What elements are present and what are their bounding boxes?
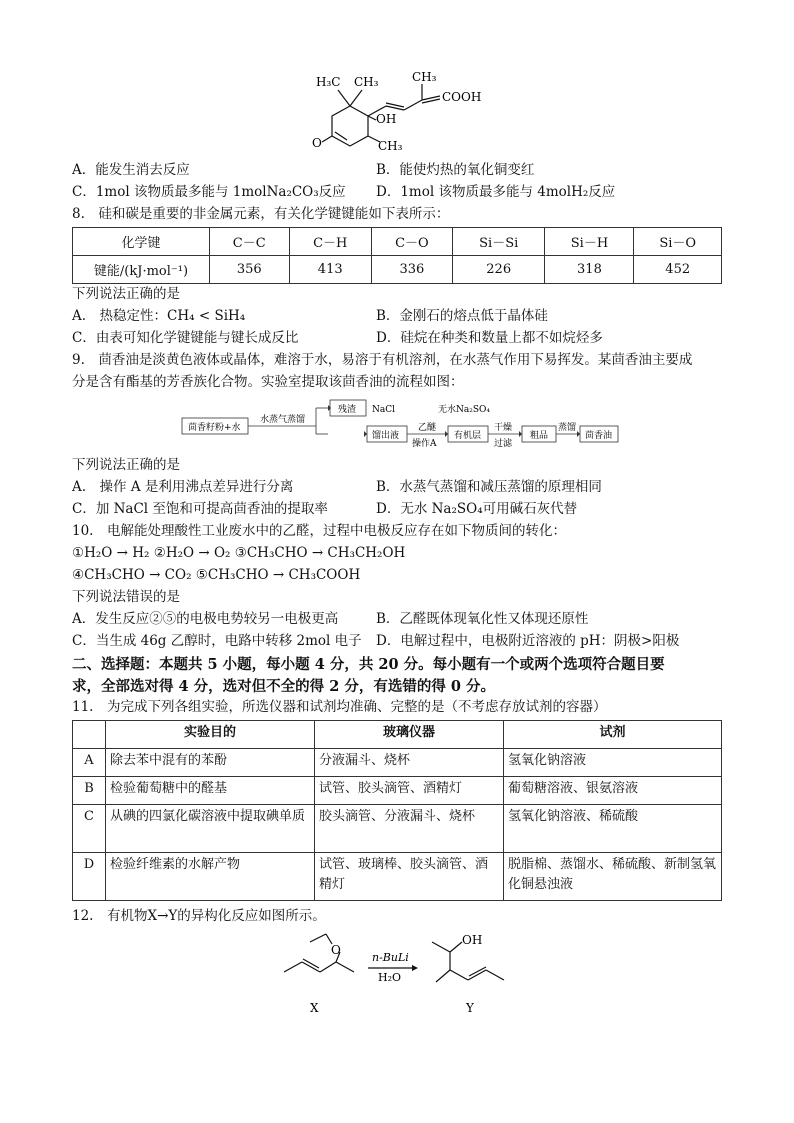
table-cell: 分液漏斗、烧杯 [315, 749, 504, 777]
table-header-cell: 实验目的 [106, 721, 315, 749]
q7-option-b: B．能使灼热的氧化铜变红 [376, 162, 535, 178]
q9-option-d: D．无水 Na₂SO₄可用碱石灰代替 [376, 501, 578, 517]
table-cell: 从碘的四氯化碳溶液中提取碘单质 [106, 805, 315, 853]
q10-equations-1: ①H₂O → H₂ ②H₂O → O₂ ③CH₃CHO → CH₃CH₂OH [72, 545, 406, 561]
section2-heading-line2: 求，全部选对得 4 分，选对但不全的得 2 分，有选错的得 0 分。 [72, 678, 496, 695]
q7-option-d: D．1mol 该物质最多能与 4molH₂反应 [376, 184, 616, 200]
q10-equations-2: ④CH₃CHO → CO₂ ⑤CH₃CHO → CH₃COOH [72, 567, 361, 583]
ch3-bottom-label: CH₃ [378, 139, 403, 153]
table-cell: 脱脂棉、蒸馏水、稀硫酸、新制氢氧化铜悬浊液 [504, 853, 722, 901]
table-header-cell: 试剂 [504, 721, 722, 749]
table-cell: 键能/(kJ·mol⁻¹) [73, 256, 210, 284]
table-header-cell [73, 721, 106, 749]
q8-ask: 下列说法正确的是 [72, 286, 180, 302]
table-cell: B [73, 777, 106, 805]
q9-option-a: A. 操作 A 是利用沸点差异进行分离 [72, 479, 294, 495]
table-row [73, 749, 722, 777]
table-cell: 318 [545, 256, 634, 284]
table-header-cell: Si－H [545, 228, 634, 256]
table-cell: 413 [289, 256, 371, 284]
o-label: O [312, 136, 322, 150]
table-cell: A [73, 749, 106, 777]
table-cell: 试管、胶头滴管、酒精灯 [315, 777, 504, 805]
q10-option-c: C．当生成 46g 乙醇时，电路中转移 2mol 电子 [72, 633, 362, 649]
table-cell: 除去苯中混有的苯酚 [106, 749, 315, 777]
table-cell: 葡萄糖溶液、银氨溶液 [504, 777, 722, 805]
q8-option-c: C．由表可知化学键键能与键长成反比 [72, 330, 299, 346]
flow-box-organic: 有机层 [454, 431, 482, 441]
oh-label: OH [376, 112, 397, 126]
table-cell: 氢氧化钠溶液 [504, 749, 722, 777]
q8-stem: 8. 硅和碳是重要的非金属元素，有关化学键键能如下表所示： [72, 206, 450, 222]
reagent-h2o: H₂O [378, 971, 402, 984]
flow-label-dry: 干燥 [494, 423, 513, 433]
flow-label-filter: 过滤 [494, 439, 513, 448]
table-row [73, 777, 722, 805]
flow-label-nacl: NaCl [372, 405, 396, 415]
flow-box-crude: 粗品 [530, 431, 549, 441]
table-row [73, 853, 722, 901]
table-cell: 336 [371, 256, 452, 284]
q9-ask: 下列说法正确的是 [72, 457, 180, 473]
table-header-cell: Si－O [634, 228, 722, 256]
q8-option-d: D．硅烷在种类和数量上都不如烷烃多 [376, 330, 603, 346]
table-header-cell: C－C [210, 228, 290, 256]
flow-label-steam: 水蒸气蒸馏 [260, 415, 306, 425]
bond-energy-table [72, 227, 722, 284]
q9-option-b: B．水蒸气蒸馏和减压蒸馏的原理相同 [376, 479, 602, 495]
q9-stem-line2: 分是含有酯基的芳香族化合物。实验室提取该茴香油的流程如图： [72, 374, 464, 390]
section2-heading-line1: 二、选择题：本题共 5 小题，每小题 4 分，共 20 分。每小题有一个或两个选项符合题目要 [72, 656, 665, 673]
q10-stem: 10. 电解能处理酸性工业废水中的乙醛，过程中电极反应存在如下物质间的转化： [72, 523, 566, 539]
q8-option-a: A. 热稳定性：CH₄ < SiH₄ [72, 308, 246, 324]
table-header-cell: 玻璃仪器 [315, 721, 504, 749]
table-cell: 452 [634, 256, 722, 284]
table-cell: 检验葡萄糖中的醛基 [106, 777, 315, 805]
flow-label-ether: 乙醚 [418, 423, 437, 433]
table-cell: C [73, 805, 106, 853]
table-header-cell: C－O [371, 228, 452, 256]
q7-structure [290, 66, 510, 156]
q10-ask: 下列说法错误的是 [72, 589, 180, 605]
q9-stem-line1: 9. 茴香油是淡黄色液体或晶体，难溶于水，易溶于有机溶剂，在水蒸气作用下易挥发。某茴香油主要成 [72, 352, 693, 368]
label-x: X [310, 1001, 319, 1015]
table-cell: D [73, 853, 106, 901]
q10-option-a: A．发生反应②⑤的电极电势较另一电极更高 [72, 611, 339, 627]
experiment-table [72, 720, 722, 901]
q9-option-c: C．加 NaCl 至饱和可提高茴香油的提取率 [72, 501, 328, 517]
table-header-cell: C－H [289, 228, 371, 256]
q10-option-d: D．电解过程中，电极附近溶液的 pH：阴极>阳极 [376, 633, 680, 649]
flow-box-seed: 茴香籽粉+水 [188, 423, 241, 433]
h3c-label: H₃C [316, 75, 341, 89]
table-cell: 226 [452, 256, 545, 284]
table-header-cell: 化学键 [73, 228, 210, 256]
cooh-label: COOH [442, 90, 482, 104]
table-cell: 356 [210, 256, 290, 284]
flow-box-oil: 茴香油 [585, 431, 613, 441]
ch3-top-label: CH₃ [412, 70, 437, 84]
flow-box-distillate: 馏出液 [372, 431, 400, 441]
ch3-label: CH₃ [354, 75, 379, 89]
y-oh-label: OH [462, 933, 483, 947]
table-cell: 试管、玻璃棒、胶头滴管、酒精灯 [315, 853, 504, 901]
flow-label-na2so4: 无水Na₂SO₄ [438, 405, 491, 415]
table-cell: 检验纤维素的水解产物 [106, 853, 315, 901]
flow-box-residue: 残渣 [338, 405, 357, 415]
q12-stem: 12. 有机物X→Y的异构化反应如图所示。 [72, 908, 326, 924]
q8-option-b: B．金刚石的熔点低于晶体硅 [376, 308, 548, 324]
isomerization-scheme [270, 928, 530, 1020]
extraction-flowchart [180, 396, 620, 448]
flow-label-distill: 蒸馏 [558, 423, 577, 433]
reagent-nbuli: n-BuLi [372, 951, 409, 964]
table-cell: 胶头滴管、分液漏斗、烧杯 [315, 805, 504, 853]
table-cell: 氢氧化钠溶液、稀硫酸 [504, 805, 722, 853]
table-header-cell: Si－Si [452, 228, 545, 256]
q11-stem: 11. 为完成下列各组实验，所选仪器和试剂均准确、完整的是（不考虑存放试剂的容器） [72, 699, 607, 715]
q7-option-c: C．1mol 该物质最多能与 1molNa₂CO₃反应 [72, 184, 346, 200]
flow-label-operation-a: 操作A [412, 439, 437, 448]
x-o-label: O [331, 943, 341, 957]
label-y: Y [466, 1001, 474, 1015]
q10-option-b: B．乙醛既体现氧化性又体现还原性 [376, 611, 589, 627]
table-row [73, 805, 722, 853]
q7-option-a: A．能发生消去反应 [72, 162, 190, 178]
